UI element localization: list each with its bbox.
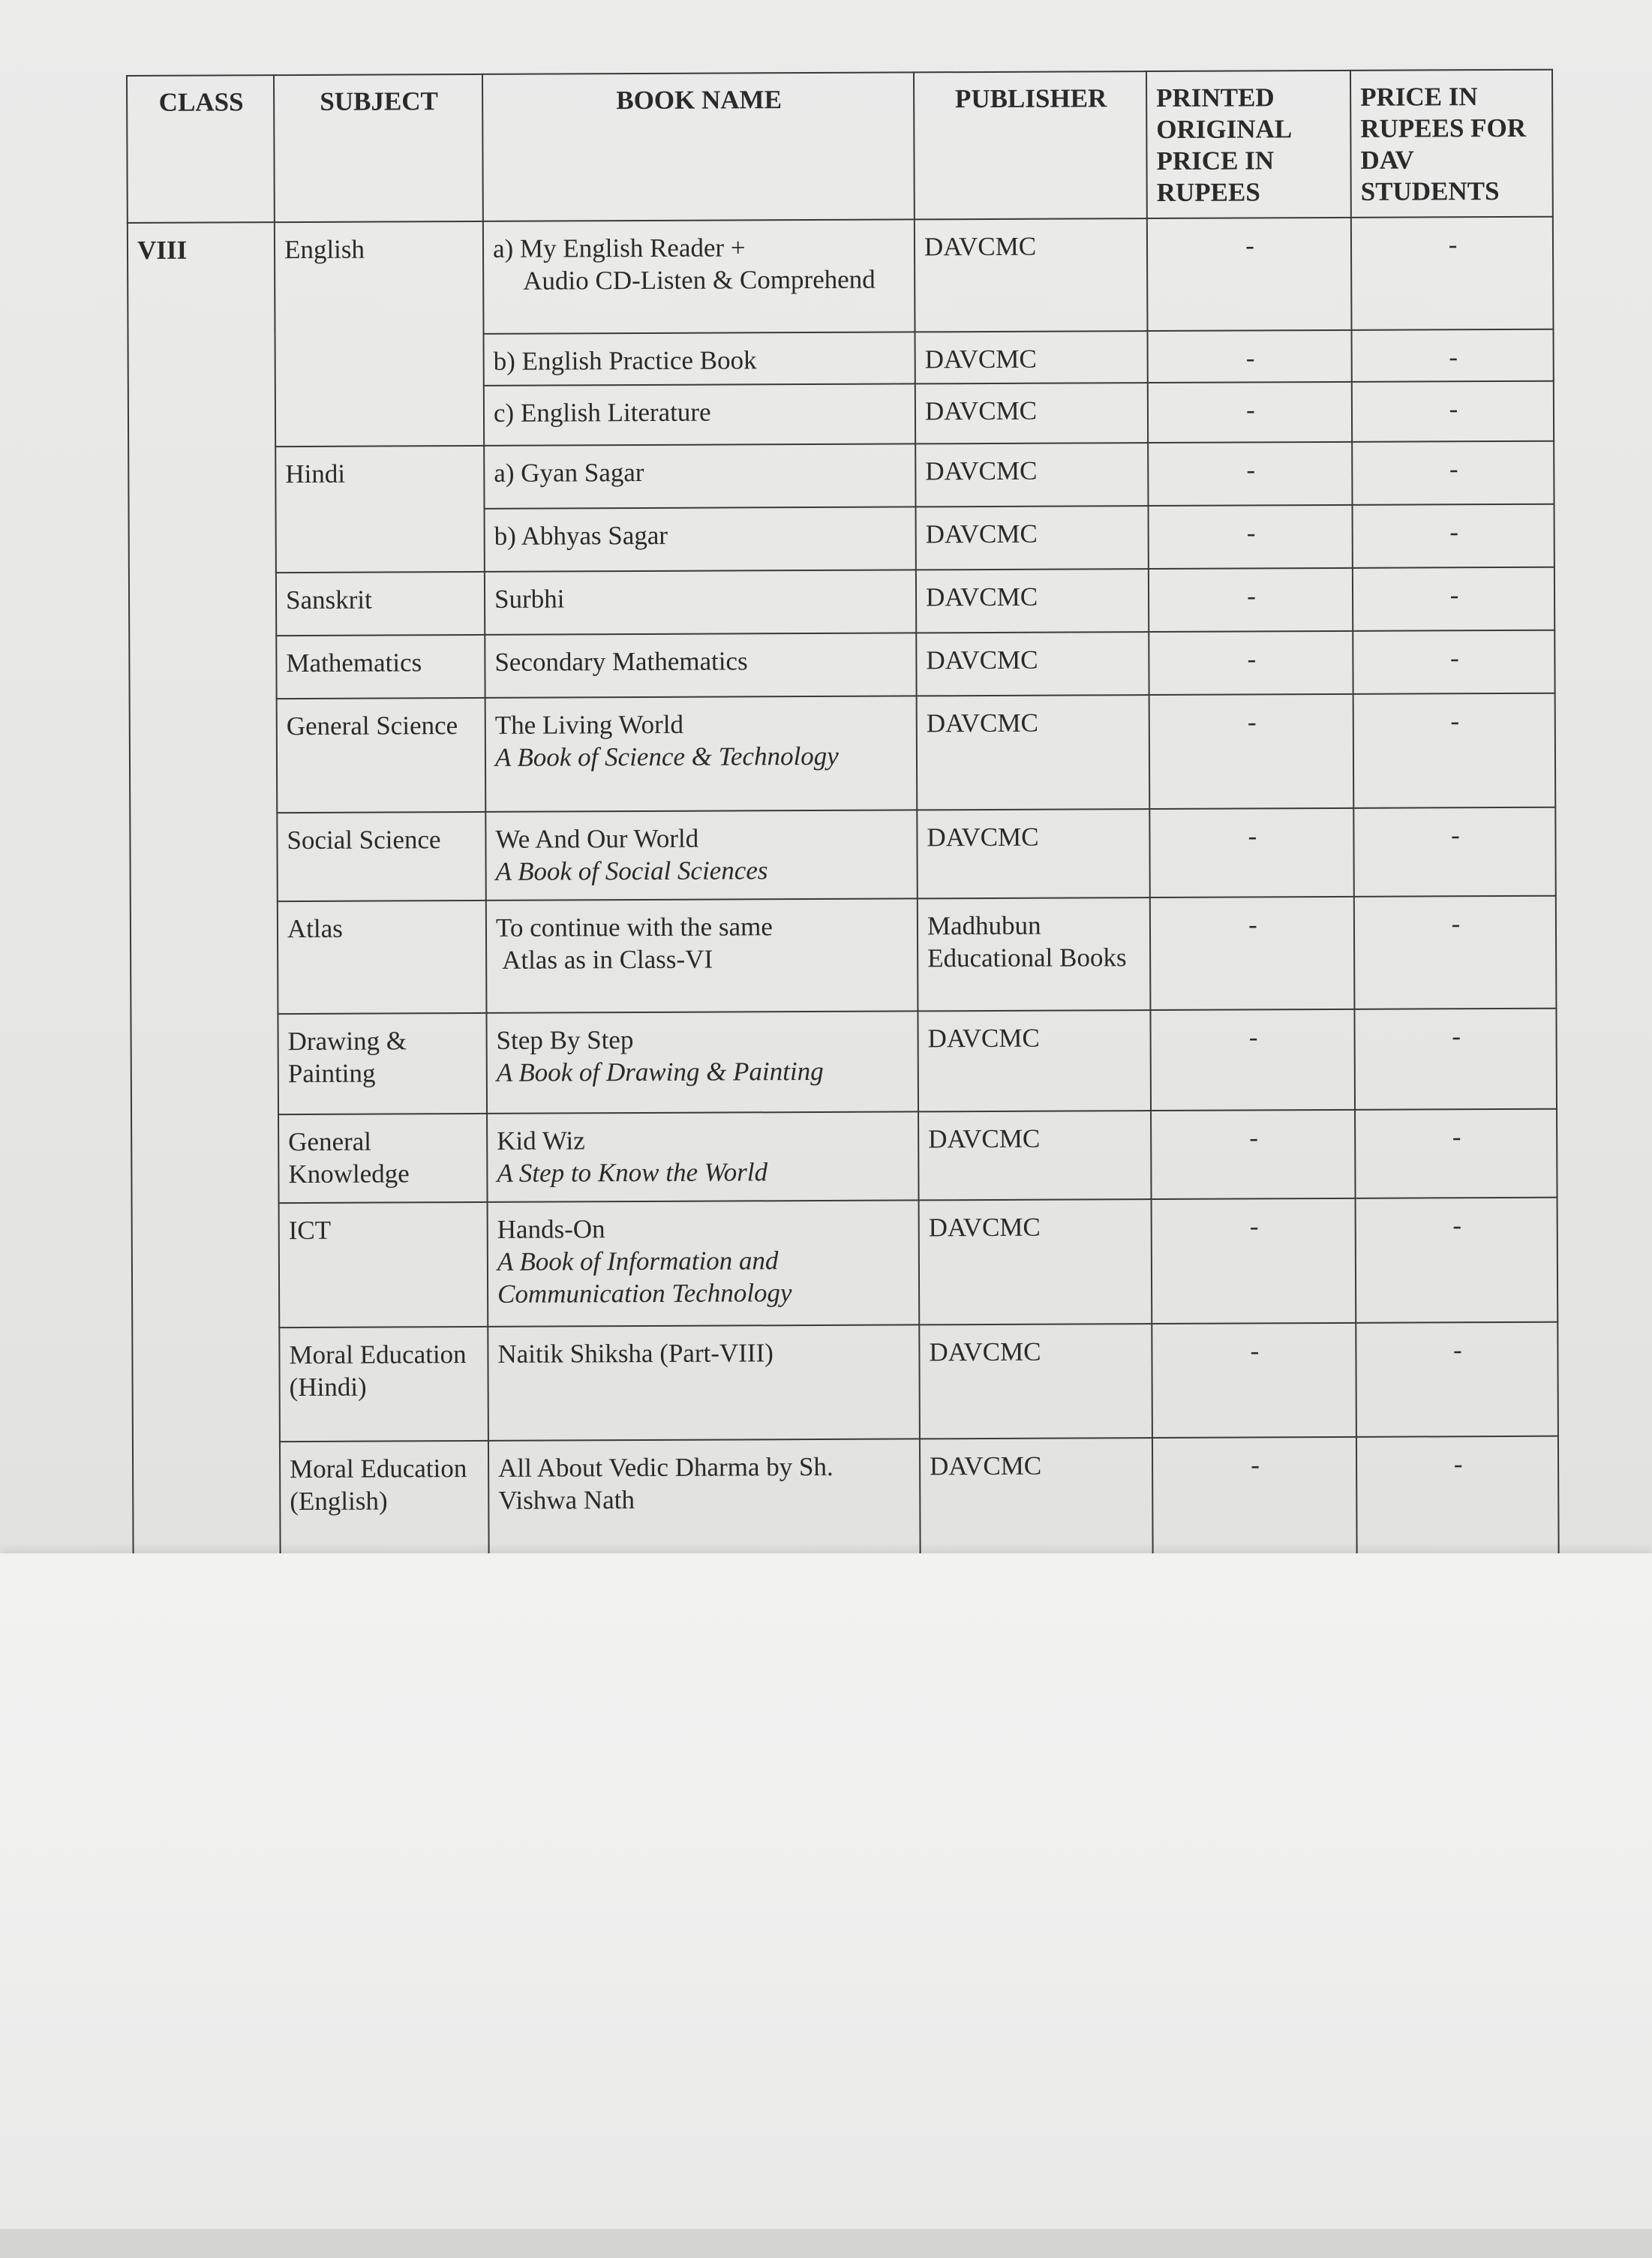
publisher-cell: DAVCMC <box>919 1199 1152 1324</box>
publisher-cell: Madhubun Educational Books <box>918 897 1151 1011</box>
printed-price-cell: - <box>1152 1437 1357 1564</box>
printed-price-cell: - <box>1151 1110 1356 1199</box>
dav-price-cell: - <box>1353 567 1554 631</box>
book-title: Secondary Mathematics <box>494 646 748 677</box>
publisher-cell: DAVCMC <box>915 443 1148 507</box>
book-title: Hands-On <box>497 1214 605 1244</box>
book-cell <box>486 898 918 1013</box>
printed-price-cell: - <box>1149 631 1353 695</box>
table-row <box>133 1436 1559 1568</box>
book-title: c) English Literature <box>493 397 711 428</box>
book-title: Naitik Shiksha (Part-VIII) <box>497 1338 773 1369</box>
publisher-cell: DAVCMC <box>915 331 1148 383</box>
publisher-cell: DAVCMC <box>917 695 1150 810</box>
book-cell <box>484 443 915 509</box>
book-subtitle: A Step to Know the World <box>497 1157 768 1188</box>
publisher-cell: DAVCMC <box>915 218 1148 332</box>
book-cell <box>483 219 915 334</box>
book-title: Step By Step <box>496 1025 634 1055</box>
printed-price-cell: - <box>1150 897 1355 1010</box>
header-book-name: BOOK NAME <box>482 72 915 221</box>
book-title: Surbhi <box>494 584 565 614</box>
dav-price-cell: - <box>1353 693 1556 808</box>
printed-price-cell: - <box>1148 330 1352 383</box>
dav-price-cell: - <box>1353 630 1554 694</box>
subject-cell: General Science <box>277 698 486 813</box>
printed-price-cell: - <box>1150 1009 1355 1111</box>
publisher-cell: DAVCMC <box>917 809 1150 898</box>
dav-price-cell: - <box>1356 1322 1558 1437</box>
dav-price-cell: - <box>1352 441 1554 505</box>
book-title: b) English Practice Book <box>493 345 757 376</box>
publisher-cell: DAVCMC <box>916 632 1149 696</box>
book-cell <box>485 696 918 812</box>
table-row <box>131 1009 1557 1115</box>
book-subtitle: Audio CD-Listen & Comprehend <box>523 264 876 296</box>
printed-price-cell: - <box>1149 505 1353 569</box>
subject-cell: ICT <box>279 1202 488 1327</box>
folded-paper-sheet <box>0 1553 1652 2231</box>
book-cell <box>485 507 916 572</box>
table-row <box>128 217 1554 335</box>
book-title: Kid Wiz <box>497 1126 585 1156</box>
publisher-cell: DAVCMC <box>918 1010 1151 1111</box>
book-list-table <box>126 69 1560 1569</box>
subject-cell: Moral Education (English) <box>280 1441 489 1568</box>
header-subject: SUBJECT <box>274 74 483 222</box>
book-cell <box>484 383 915 446</box>
dav-price-cell: - <box>1356 1198 1558 1323</box>
publisher-cell: DAVCMC <box>915 383 1148 443</box>
header-publisher: PUBLISHER <box>914 71 1147 219</box>
table-row <box>131 1109 1557 1204</box>
printed-price-cell: - <box>1148 442 1352 506</box>
dav-price-cell: - <box>1351 217 1554 330</box>
subject-cell: Drawing & Painting <box>278 1013 487 1114</box>
publisher-cell: DAVCMC <box>916 569 1149 633</box>
book-cell <box>485 810 918 900</box>
subject-cell: Social Science <box>277 812 486 901</box>
book-subtitle: Atlas as in Class-VI <box>502 944 713 975</box>
table-row <box>130 693 1556 813</box>
dav-price-cell: - <box>1352 381 1554 442</box>
subject-cell: Hindi <box>275 446 485 573</box>
book-subtitle: A Book of Social Sciences <box>495 855 768 886</box>
book-cell <box>488 1324 920 1441</box>
book-title: All About Vedic Dharma by Sh. Vishwa Nath <box>498 1451 834 1515</box>
printed-price-cell: - <box>1149 808 1354 897</box>
printed-price-cell: - <box>1148 382 1352 443</box>
header-printed-price: PRINTED ORIGINAL PRICE IN RUPEES <box>1146 71 1351 218</box>
dav-price-cell: - <box>1356 1436 1559 1563</box>
dav-price-cell: - <box>1355 1109 1557 1198</box>
book-cell <box>486 1011 918 1114</box>
publisher-cell: DAVCMC <box>918 1111 1152 1200</box>
book-cell <box>487 1111 919 1202</box>
printed-price-cell: - <box>1147 218 1352 331</box>
printed-price-cell: - <box>1149 694 1354 809</box>
header-row <box>127 70 1553 223</box>
class-cell: VIII <box>128 222 281 1568</box>
table-row <box>130 807 1555 902</box>
header-class: CLASS <box>127 75 275 223</box>
table-row <box>132 1322 1558 1442</box>
dav-price-cell: - <box>1353 807 1556 897</box>
table-row <box>132 1198 1558 1328</box>
book-title: To continue with the same <box>495 912 773 943</box>
book-title: The Living World <box>494 709 684 740</box>
book-cell <box>485 570 916 635</box>
printed-price-cell: - <box>1149 568 1353 632</box>
book-title: a) My English Reader + <box>492 233 746 263</box>
subject-cell: General Knowledge <box>278 1114 488 1203</box>
publisher-cell: DAVCMC <box>920 1438 1153 1565</box>
subject-cell: Moral Education (Hindi) <box>279 1327 488 1442</box>
table-row <box>128 441 1554 510</box>
book-title: b) Abhyas Sagar <box>494 520 668 551</box>
subject-cell: Atlas <box>278 900 487 1014</box>
book-title: a) Gyan Sagar <box>494 457 644 488</box>
table-row <box>129 567 1554 636</box>
table-row <box>131 896 1557 1015</box>
dav-price-cell: - <box>1351 329 1553 382</box>
printed-price-cell: - <box>1152 1198 1356 1324</box>
dav-price-cell: - <box>1353 504 1554 568</box>
book-subtitle: A Book of Drawing & Painting <box>496 1056 824 1087</box>
subject-cell: Sanskrit <box>276 572 485 636</box>
printed-price-cell: - <box>1152 1323 1356 1438</box>
book-cell <box>488 1439 921 1567</box>
book-cell <box>484 332 915 386</box>
table-row <box>129 630 1554 699</box>
publisher-cell: DAVCMC <box>919 1324 1152 1439</box>
background-surface <box>0 2229 1652 2258</box>
subject-cell: Mathematics <box>276 635 485 699</box>
dav-price-cell: - <box>1354 896 1557 1009</box>
header-dav-price: PRICE IN RUPEES FOR DAV STUDENTS <box>1350 70 1553 218</box>
dav-price-cell: - <box>1354 1009 1557 1110</box>
publisher-cell: DAVCMC <box>916 506 1149 570</box>
book-subtitle: A Book of Information and Communication Technology <box>497 1246 792 1309</box>
book-cell <box>485 633 916 698</box>
book-subtitle: A Book of Science & Technology <box>494 741 839 772</box>
book-title: We And Our World <box>495 823 699 854</box>
subject-cell: English <box>275 221 484 446</box>
book-cell <box>488 1200 920 1327</box>
